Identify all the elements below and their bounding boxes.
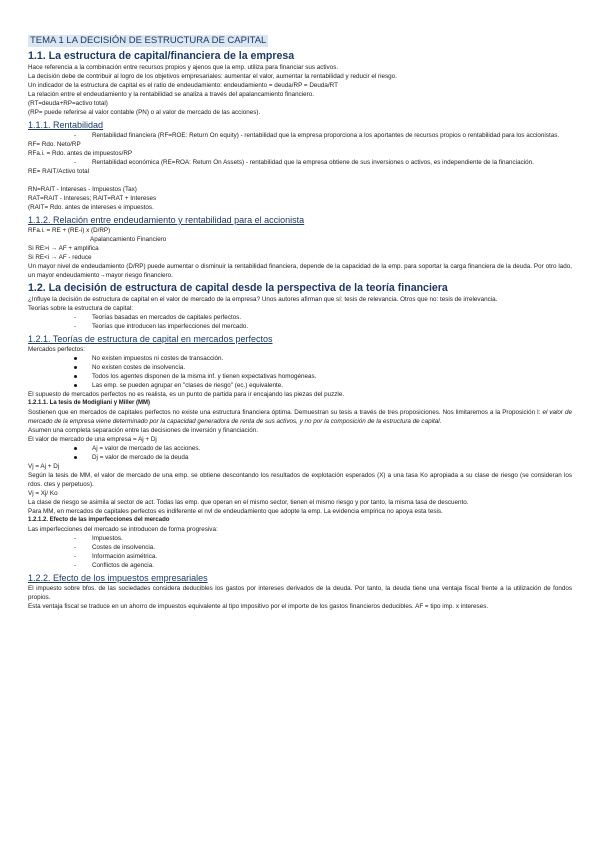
text-line: El supuesto de mercados perfectos no es realista, es un punto de partida para ir encajando las piezas del puzzle.	[28, 391, 345, 398]
text-line: La decisión debe de contribuir al logro de los objetivos empresariales: aumentar el valor, aumentar la rentabilidad y reducir el riesgo.	[28, 73, 397, 80]
topic-title: TEMA 1 LA DECISIÓN DE ESTRUCTURA DE CAPITAL	[30, 35, 267, 46]
text-line: El valor de mercado de una empresa = Aj + Dj	[28, 436, 157, 443]
text-line: Un indicador de la estructura de capital es el ratio de endeudamiento: endeudamiento = deuda/RP = Deuda/RT	[28, 82, 338, 89]
list-item	[28, 543, 572, 552]
dash-bullet: -	[74, 132, 77, 139]
heading-1-2-1-1: 1.2.1.1. La tesis de Modigliani y Miller (MM)	[28, 400, 151, 406]
dash-bullet: -	[74, 544, 77, 551]
list-item-text: Dj = valor de mercado de la deuda	[92, 454, 189, 461]
dash-bullet: -	[74, 159, 77, 166]
heading-1-2-1: 1.2.1. Teorías de estructura de capital en mercados perfectos	[28, 334, 273, 344]
list-item-text: Impuestos.	[92, 535, 123, 542]
emphasis-text: el valor de mercado de la empresa viene determinado por la capacidad generadora de renta de sus activos, y no por la composición de la estructura de capital.	[28, 409, 572, 425]
text-line: Teorías sobre la estructura de capital:	[28, 305, 134, 312]
heading-1-2-2: 1.2.2. Efecto de los impuestos empresariales	[28, 573, 208, 583]
formula-line: RE= RAIT/Activo total	[28, 168, 90, 175]
list-item	[28, 322, 572, 331]
list-item	[28, 354, 572, 363]
list-item-text: No existen costes de insolvencia.	[92, 364, 186, 371]
list-item-rf	[28, 131, 572, 140]
list-item	[28, 313, 572, 322]
dash-bullet: -	[74, 323, 77, 330]
list-item-text: Información asimétrica.	[92, 553, 158, 560]
list-item-text: Todos los agentes disponen de la misma inf. y tienen expectativas homogéneas.	[92, 373, 317, 380]
list-item	[28, 381, 572, 390]
formula-line: Si RE>i → AF + amplifica	[28, 245, 99, 252]
text-line: (RT=deuda+RP=activo total)	[28, 100, 108, 107]
formula-line: RFa.i. = RE + (RE-i) x (D/RP)	[28, 227, 111, 234]
list-item-text: Costes de insolvencia.	[92, 544, 156, 551]
dash-bullet: -	[74, 314, 77, 321]
text-line: (RP= puede referirse al valor contable (PN) o al valor de mercado de las acciones).	[28, 109, 261, 116]
paragraph-text: Sostienen que en mercados de capitales perfectos no existe una estructura financiera óptima. Demuestran su tesis a través de tres proposiciones. Nos limitaremos a la Proposición I:	[28, 409, 543, 416]
text-line: Asumen una completa separación entre las decisiones de inversión y financiación.	[28, 427, 258, 434]
list-item	[28, 444, 572, 453]
formula-line: RN=RAIT - Intereses - Impuestos (Tax)	[28, 186, 137, 193]
bullet-dot	[74, 375, 77, 378]
list-item-text: Teorías basadas en mercados de capitales perfectos.	[92, 314, 242, 321]
list-item	[28, 552, 572, 561]
bullet-dot	[74, 447, 77, 450]
formula-line: (RAIT= Rdo. antes de intereses e impuestos.	[28, 204, 154, 211]
heading-1-1-2: 1.1.2. Relación entre endeudamiento y rentabilidad para el accionista	[28, 215, 305, 225]
text-line: Para MM, en mercados de capitales perfectos es indiferente el nvl de endeudamiento que adopte la emp. La evidencia empírica no apoya esta tesis.	[28, 508, 443, 515]
list-item	[28, 453, 572, 462]
paragraph: ¿Influye la decisión de estructura de capital en el valor de mercado de la empresa? Unos autores afirman que sí: tesis de relevancia. Otros que no: tesis de irrelevancia.	[28, 296, 498, 303]
paragraph	[28, 408, 572, 426]
text-line: Mercados perfectos:	[28, 346, 86, 353]
list-item-text: Aj = valor de mercado de las acciones.	[92, 445, 201, 452]
list-item-text: Conflictos de agencia.	[92, 562, 154, 569]
list-item	[28, 561, 572, 570]
heading-1-2-1-2: 1.2.1.2. Efecto de las imperfecciones del mercado	[28, 517, 170, 523]
bullet-dot	[74, 366, 77, 369]
heading-1-1: 1.1. La estructura de capital/financiera de la empresa	[28, 50, 295, 62]
list-item-text: Rentabilidad económica (RE=ROA: Return On Assets) - rentabilidad que la empresa obtiene de sus inversiones o activos, es independiente de la financiación.	[92, 159, 534, 166]
paragraph: Un mayor nivel de endeudamiento (D/RP) puede aumentar o disminuir la rentabilidad financiera, depende de la capacidad de la emp. para soportar la carga financiera de la deuda. Por otro lado, un mayor endeudamiento→mayor riesgo financiero.	[28, 263, 572, 279]
list-item	[28, 534, 572, 543]
formula-line: RFa.i. = Rdo. antes de impuestos/RP	[28, 150, 133, 157]
list-item-text: Rentabilidad financiera (RF=ROE: Return On equity) - rentabilidad que la empresa proporciona a los aportantes de recursos propios o rentabilidad para los accionistas.	[92, 132, 560, 139]
formula-line: RAT=RAIT - Intereses; RAIT=RAT + Intereses	[28, 195, 157, 202]
dash-bullet: -	[74, 562, 77, 569]
formula-caption: Apalancamiento Financiero	[90, 236, 167, 243]
text-line: La relación entre el endeudamiento y la rentabilidad se analiza a través del apalancamiento financiero.	[28, 91, 314, 98]
list-item	[28, 372, 572, 381]
text-line: La clase de riesgo se asimila al sector de act. Todas las emp. que operan en el mismo sector, tienen el mismo riesgo y por tanto, la misma tasa de descuento.	[28, 499, 469, 506]
formula-line: Vj = Xj/ Ko	[28, 490, 58, 497]
paragraph: El impuesto sobre bfos. de las sociedades considera deducibles los gastos por intereses derivados de la deuda. Por tanto, la deuda tiene una ventaja fiscal frente a la utilización de fondos propios.	[28, 585, 572, 601]
list-item-text: Teorías que introducen las imperfecciones del mercado.	[92, 323, 249, 330]
bullet-dot	[74, 357, 77, 360]
bullet-dot	[74, 456, 77, 459]
formula-line: RF= Rdo. Neto/RP	[28, 141, 81, 148]
text-line: Hace referencia a la combinación entre recursos propios y ajenos que la emp. utiliza para financiar sus activos.	[28, 64, 339, 71]
list-item	[28, 363, 572, 372]
bullet-dot	[74, 384, 77, 387]
paragraph: Esta ventaja fiscal se traduce en un ahorro de impuestos equivalente al tipo impositivo por el importe de los gastos financieros deducibles. AF = tipo imp. x intereses.	[28, 603, 489, 610]
paragraph: Según la tesis de MM, el valor de mercado de una emp. se obtiene descontando los resultados de explotación esperados (X) a una tasa Ko apropiada a su clase de riesgo (se consideran los rdos. ctes y perpetuos).	[28, 472, 572, 488]
list-item-text: No existen impuestos ni costes de transacción.	[92, 355, 224, 362]
formula-line: Vj = Aj + Dj	[28, 463, 60, 470]
list-item-text: Las emp. se pueden agrupar en "clases de riesgo" (ec.) equivalente.	[92, 382, 284, 389]
list-item-re	[28, 158, 572, 167]
heading-1-2: 1.2. La decisión de estructura de capital desde la perspectiva de la teoría financiera	[28, 282, 448, 294]
formula-line: Si RE<i → AF - reduce	[28, 254, 92, 261]
heading-1-1-1: 1.1.1. Rentabilidad	[28, 120, 104, 130]
dash-bullet: -	[74, 553, 77, 560]
dash-bullet: -	[74, 535, 77, 542]
text-line: Las imperfecciones del mercado se introducen de forma progresiva:	[28, 526, 218, 533]
